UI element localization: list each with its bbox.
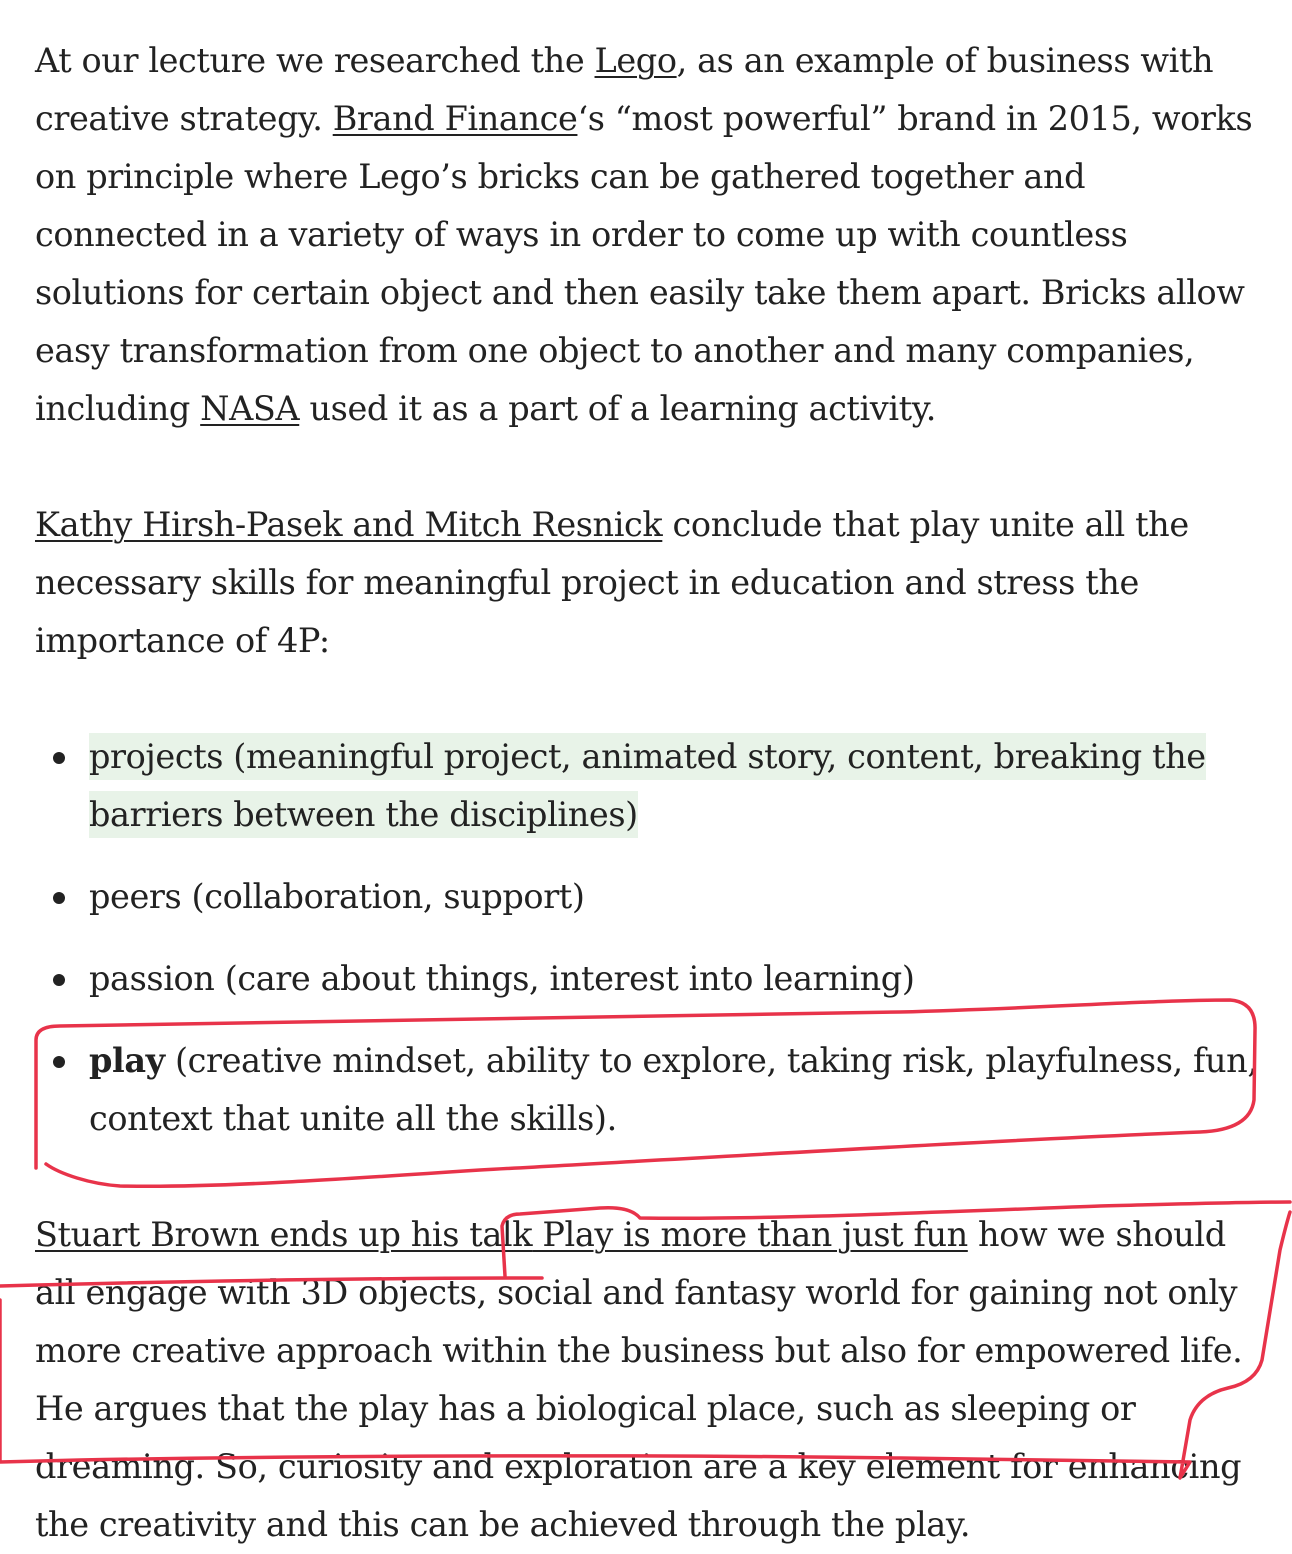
- link-stuart-brown-talk[interactable]: [35, 1215, 968, 1254]
- paragraph-lego-text-d: used it as a part of a learning activity.: [299, 389, 937, 428]
- link-authors[interactable]: Kathy Hirsh-Pasek and Mitch Resnick: [35, 505, 663, 544]
- highlighted-text: projects (meaningful project, animated story, content, breaking the barriers between the disciplines): [89, 733, 1206, 838]
- paragraph-lego-text-a: At our lecture we researched the: [35, 41, 595, 80]
- paragraph-4p-text: conclude that play unite all the necessary skills for meaningful project in education and stress the importance of 4P:: [35, 505, 1189, 660]
- link-talk-prefix: Stuart Brown ends up his talk: [35, 1215, 533, 1254]
- link-brand-finance[interactable]: Brand Finance: [332, 99, 578, 138]
- bullet-icon: [53, 892, 65, 904]
- list-4p: [35, 728, 1260, 1148]
- bullet-icon: [53, 1056, 65, 1068]
- paragraph-lego-text-c: ‘s “most powerful” brand in 2015, works on principle where Lego’s bricks can be gathered together and connected in a variety of ways in order to come up with countless solutions for certain object and then easily take them apart. Bricks allow easy transformation from one object to another and many companies, including: [35, 99, 1253, 428]
- list-item-play-bold: play: [89, 1041, 165, 1080]
- bullet-icon: [53, 752, 65, 764]
- list-item-play-text: (creative mindset, ability to explore, taking risk, playfulness, fun, context that unite all the skills).: [89, 1041, 1258, 1138]
- link-lego[interactable]: Lego: [594, 41, 677, 80]
- paragraph-stuart-brown-text: how we should all engage with 3D objects, social and fantasy world for gaining not only more creative approach within the business but also for empowered life. He argues that the play has a biological place, such as sleeping or dreaming. So, curiosity and exploration are a key element for enhancing the creativity and this can be achieved through the play.: [35, 1215, 1243, 1544]
- list-item-peers-text: peers (collaboration, support): [89, 877, 585, 916]
- paragraph-lego: [35, 32, 1260, 438]
- list-item-passion: [35, 950, 1260, 1008]
- paragraph-stuart-brown: [35, 1206, 1260, 1554]
- paragraph-lego-text-b: , as an example of business with creative strategy.: [35, 41, 1214, 138]
- bullet-icon: [53, 974, 65, 986]
- list-item-projects: [35, 728, 1260, 844]
- article-body: [35, 32, 1260, 1554]
- list-item-play: [35, 1032, 1260, 1148]
- link-talk-title: Play is more than just fun: [532, 1215, 968, 1254]
- list-item-passion-text: passion (care about things, interest into learning): [89, 959, 915, 998]
- paragraph-4p: [35, 496, 1260, 670]
- list-item-peers: [35, 868, 1260, 926]
- link-nasa[interactable]: NASA: [200, 389, 300, 428]
